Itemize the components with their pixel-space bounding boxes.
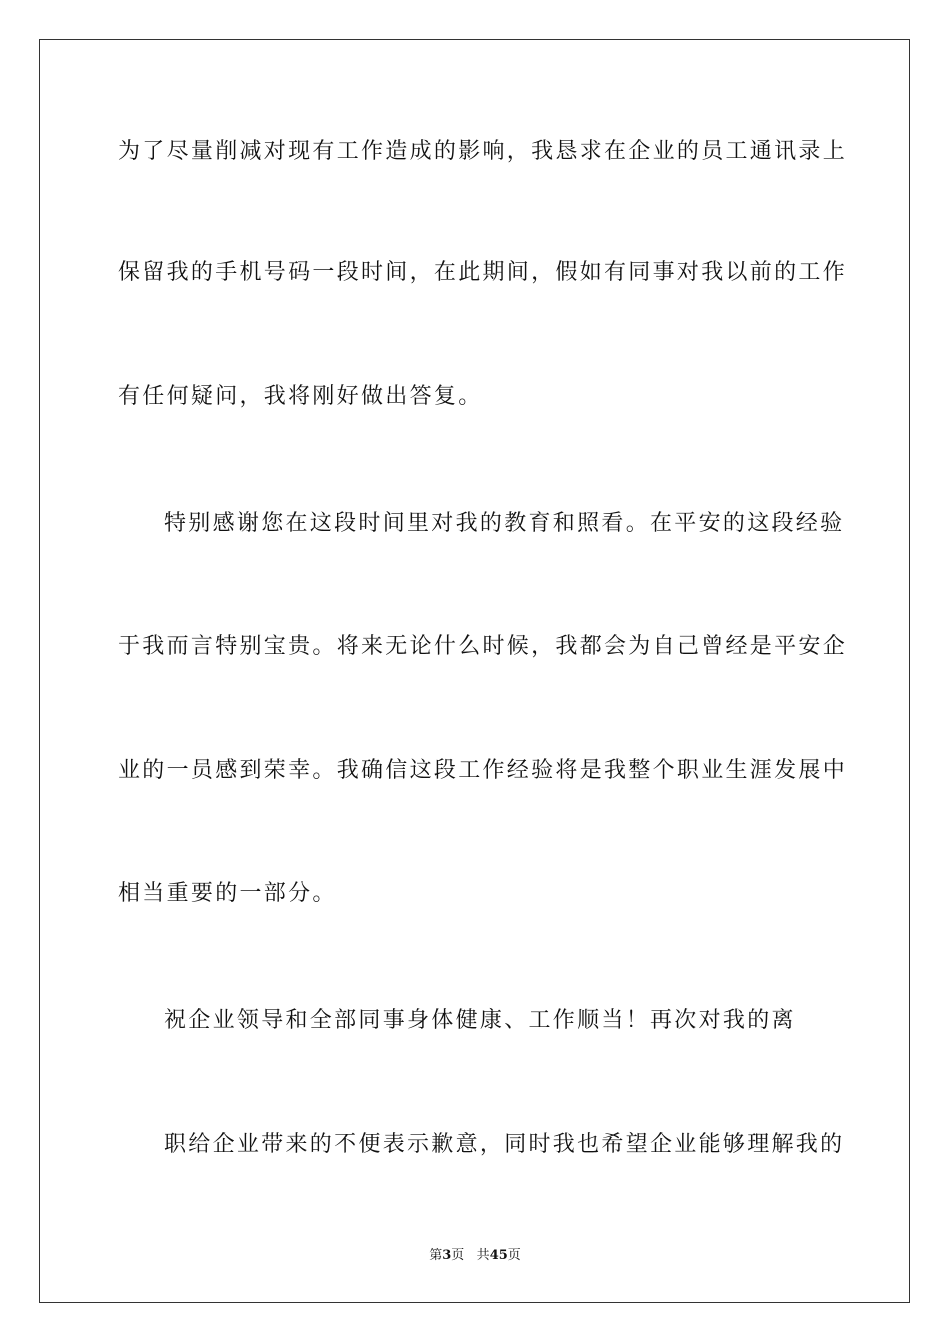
page-border: [39, 39, 910, 1303]
paragraph-line: 有任何疑问，我将刚好做出答复。: [118, 384, 483, 409]
page-footer: [0, 1247, 950, 1265]
paragraph-line: 相当重要的一部分。: [118, 881, 337, 906]
page-prefix: 第: [429, 1248, 443, 1263]
paragraph-line: 祝企业领导和全部同事身体健康、工作顺当！再次对我的离: [164, 1008, 796, 1033]
paragraph-line: 保留我的手机号码一段时间，在此期间，假如有同事对我以前的工作: [118, 260, 848, 285]
paragraph-line: 特别感谢您在这段时间里对我的教育和照看。在平安的这段经验: [164, 511, 845, 536]
paragraph-line: 业的一员感到荣幸。我确信这段工作经验将是我整个职业生涯发展中: [118, 758, 848, 783]
paragraph-line: 职给企业带来的不便表示歉意，同时我也希望企业能够理解我的: [164, 1132, 845, 1157]
total-pages: 45: [489, 1248, 508, 1263]
page-suffix: 页: [451, 1248, 465, 1263]
page-number: 3: [442, 1248, 452, 1263]
total-suffix: 页: [507, 1248, 521, 1263]
paragraph-line: 于我而言特别宝贵。将来无论什么时候，我都会为自己曾经是平安企: [118, 634, 848, 659]
total-prefix: 共: [476, 1248, 490, 1263]
paragraph-line: 为了尽量削减对现有工作造成的影响，我恳求在企业的员工通讯录上: [118, 139, 848, 164]
